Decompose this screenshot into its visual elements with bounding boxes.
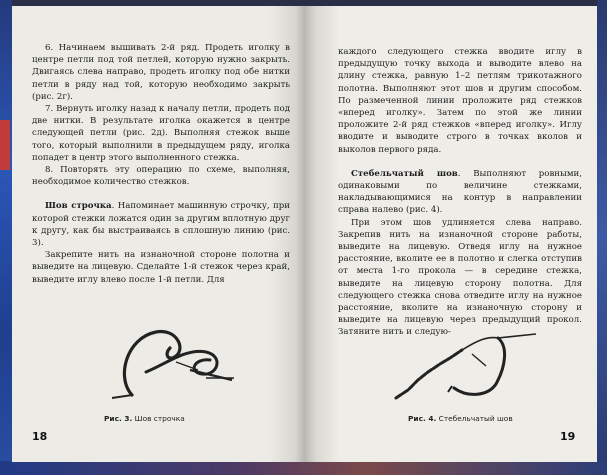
page-number-right: 19	[560, 430, 576, 443]
paragraph-step-7: 7. Вернуть иголку назад к началу петли, продеть под две нитки. В результате иголка окажется в центре следующей петли (рис. 2д). Выполняя стежок выше того, который выполнили в предыдущем ряду, иголка попадет в центр этого выполненного стежка.	[32, 104, 290, 163]
figure-3-caption	[104, 414, 185, 423]
section-title-shov-strochka: Шов строчка	[45, 201, 112, 212]
section-description: . Напоминает машинную строчку, при которой стежки ложатся один за другим вплотную друг к другу, как бы выстраиваясь в сплошную линию (рис. 3).	[32, 201, 290, 249]
book-cover-bottom-edge	[0, 461, 607, 475]
right-page	[304, 6, 597, 462]
section-stitch-line	[32, 200, 290, 249]
figure-4-caption	[408, 414, 513, 423]
figure-3-label: Рис. 3.	[104, 414, 133, 423]
section-stem-stitch	[338, 168, 582, 217]
cover-red-stripe	[0, 120, 10, 170]
figure-3-caption-text: Шов строчка	[132, 414, 185, 423]
paragraph-continuation: каждого следующего стежка вводите иглу в предыдущую точку выхода и выводите влево на длину стежка, равную 1–2 петлям трикотажного полотна. Выполняют этот шов и другим способом. По размеченной линии проложите ряд стежков «вперед иголку». Затем по этой же линии проложите 2-й ряд стежков «вперед иголку». Иглу вводите и выводите строго в точках вколов и выколов первого ряда.	[338, 47, 582, 155]
section-description: . Выполняют ровными, одинаковыми по величине стежками, накладывающимися на контур в направлении справа налево (рис. 4).	[338, 168, 582, 216]
right-page-text	[338, 46, 582, 339]
figure-4-caption-text: Стебельчатый шов	[436, 414, 513, 423]
left-page-text	[32, 42, 290, 286]
book-cover-edge-left	[0, 0, 12, 475]
page-number-left: 18	[32, 430, 48, 443]
section-title-stebelchatyi-shov: Стебельчатый шов	[351, 168, 458, 179]
figure-4-label: Рис. 4.	[408, 414, 437, 423]
paragraph-stem-stitch-steps: При этом шов удлиняется слева направо. Закрепив нить на изнаночной стороне работы, выведите на лицевую. Отведя иглу на нужное расстояние, вколите ее в полотно и слегка отступив от места 1-го прокола — в середине стежка, выведите на лицевую сторону полотна. Для следующего стежка снова отведите иглу на нужное расстояние, вколите на изнаночную сторону и выведите на лицевую через предыдущий прокол. Затяните нить и следую-	[338, 217, 582, 338]
paragraph-fasten-thread: Закрепите нить на изнаночной стороне полотна и выведите на лицевую. Сделайте 1-й стежок через край, выведите иглу влево после 1-й петли. Для	[32, 250, 290, 285]
paragraph-step-8: 8. Повторять эту операцию по схеме, выполняя, необходимое количество стежков.	[32, 165, 290, 188]
book-cover-edge-right	[597, 0, 607, 475]
figure-4-stem-stitch-illustration	[388, 326, 538, 400]
figure-3-stitch-illustration	[106, 318, 236, 400]
left-page	[12, 6, 304, 462]
paragraph-step-6: 6. Начинаем вышивать 2-й ряд. Продеть иголку в центре петли под той петлей, которую нужно закрыть. Двигаясь слева направо, продеть иголку под обе нитки петли в ряду над той, которую необходимо закрыть (рис. 2г).	[32, 43, 290, 102]
